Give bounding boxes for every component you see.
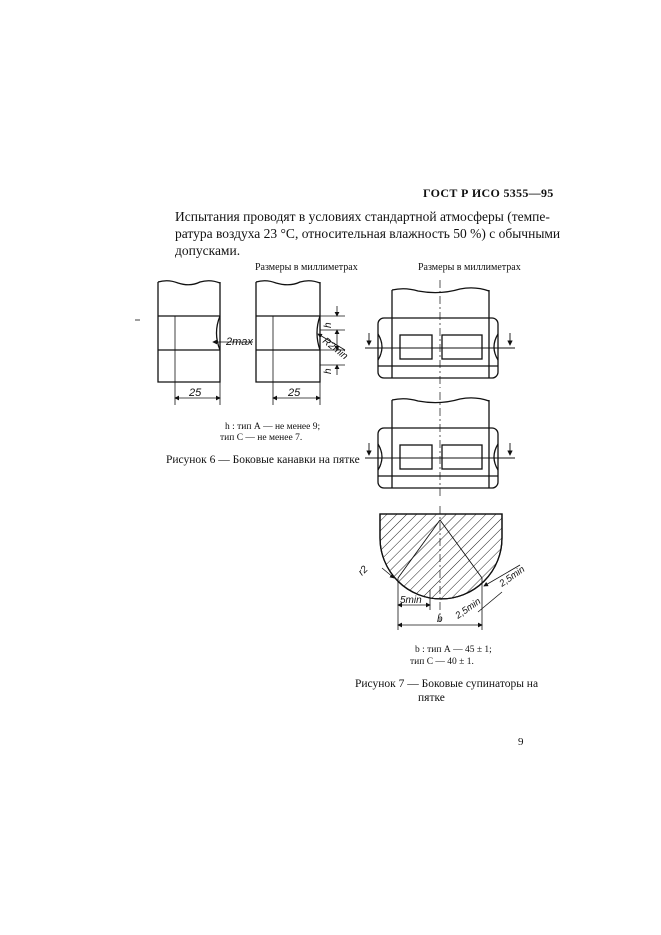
fig6-dim-h-top: h — [323, 322, 334, 328]
fig7-dim-r2: r2 — [356, 564, 371, 579]
fig7-units-note: Размеры в миллиметрах — [418, 262, 521, 273]
fig6-dim-25-right: 25 — [288, 387, 301, 399]
fig6-dim-r2min: R2min — [320, 335, 350, 363]
fig7-note-line-c: тип С — 40 ± 1. — [410, 657, 474, 667]
fig6-note-line-a: h : тип А — не менее 9; — [225, 422, 321, 432]
fig7-section-drawing — [380, 506, 520, 630]
fig6-note-line-c: тип С — не менее 7. — [220, 433, 303, 443]
paragraph-line: Испытания проводят в условиях стандартной атмосферы (темпе- — [175, 209, 550, 224]
fig7-middle-drawing — [365, 392, 515, 498]
fig6-dim-2max: 2max — [226, 336, 253, 348]
fig6-caption: Рисунок 6 — Боковые канавки на пятке — [166, 454, 360, 466]
fig6-dim-25-left: 25 — [189, 387, 202, 399]
fig6-dim-h-bottom: h — [323, 368, 334, 374]
fig7-dim-5min: 5min — [400, 595, 422, 606]
fig6-right-dims — [287, 322, 350, 399]
paragraph-line: допусками. — [175, 243, 241, 258]
fig7-caption-line-2: пятке — [418, 692, 445, 704]
fig6-left-dims — [188, 336, 253, 399]
paragraph-line: ратура воздуха 23 °С, относительная влажность 50 %) с обычными — [175, 226, 561, 241]
fig7-caption-line-1: Рисунок 7 — Боковые супинаторы на — [355, 678, 539, 690]
fig7-note-line-a: b : тип А — 45 ± 1; — [415, 645, 492, 655]
fig7-dim-2-5min-b: 2,5min — [497, 564, 528, 590]
fig6-units-note: Размеры в миллиметрах — [255, 262, 358, 273]
fig7-dim-2-5min-a: 2,5min — [453, 596, 484, 622]
document-code: ГОСТ Р ИСО 5355—95 — [423, 186, 554, 200]
fig7-dim-b: b — [437, 614, 443, 625]
page-number: 9 — [518, 736, 524, 748]
fig7-top-drawing — [365, 280, 515, 388]
